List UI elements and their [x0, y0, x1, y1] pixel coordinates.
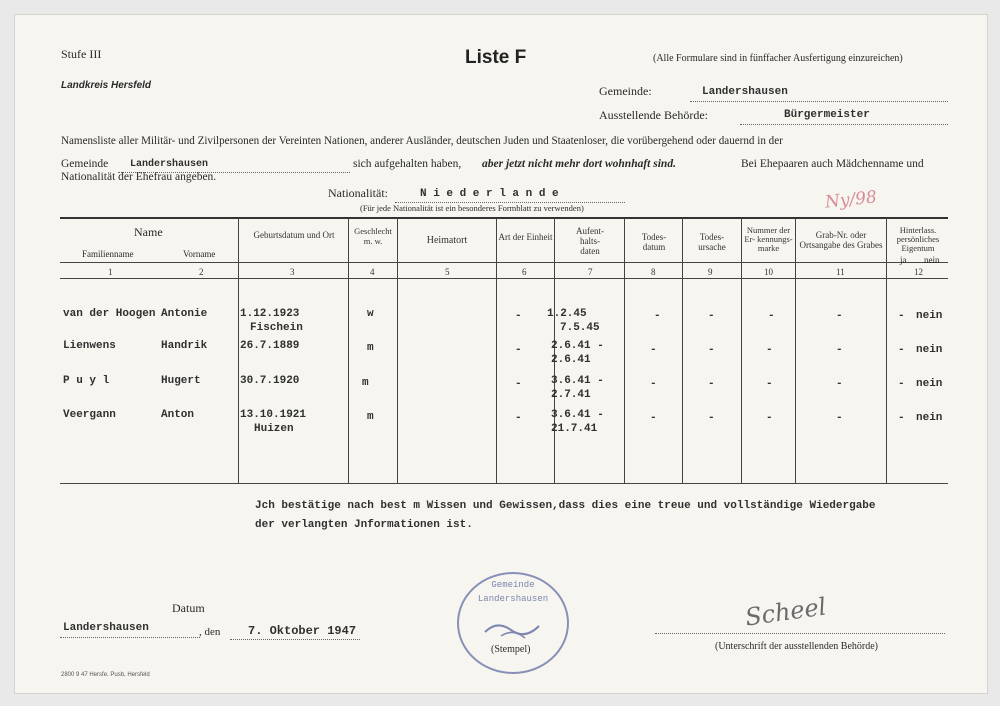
cell-familienname: van der Hoogen — [63, 308, 156, 320]
cell-geschlecht: m — [362, 377, 369, 389]
cell-nummer: - — [766, 378, 773, 390]
col-divider — [682, 218, 683, 483]
cell-geb-datum: 13.10.1921 — [240, 409, 307, 421]
col-divider — [624, 218, 625, 483]
signature-underline — [655, 633, 945, 634]
datum-value: 7. Oktober 1947 — [248, 624, 357, 638]
behoerde-label: Ausstellende Behörde: — [599, 108, 708, 122]
col-number: 7 — [588, 267, 593, 277]
cell-grab: - — [836, 344, 843, 356]
intro-gemeinde-value: Landershausen — [130, 159, 209, 170]
cell-familienname: Lienwens — [63, 340, 116, 352]
cell-nein: nein — [916, 310, 943, 322]
cell-ja: - — [898, 344, 905, 356]
intro-line-1: Namensliste aller Militär- und Zivilpersonen der Vereinten Nationen, anderer Ausländer, deutschen Juden und Staatenloser, die vorübergehend oder dauernd in der — [61, 135, 783, 147]
ort-underline — [60, 637, 200, 638]
cell-einheit: - — [515, 378, 522, 390]
col-number: 9 — [708, 267, 713, 277]
cell-geb-ort: Huizen — [254, 423, 294, 435]
cell-todesursache: - — [708, 378, 715, 390]
col-number: 4 — [370, 267, 375, 277]
header-name: Name — [134, 225, 163, 239]
printer-imprint: 2800 9 47 Hersfe. Pusb, Hersfeld — [61, 672, 150, 678]
cell-ja: - — [898, 310, 905, 322]
cell-vorname: Anton — [161, 409, 195, 421]
form-note: (Alle Formulare sind in fünffacher Ausfertigung einzureichen) — [653, 53, 903, 64]
cell-geschlecht: m — [367, 342, 374, 354]
cell-einheit: - — [515, 310, 522, 322]
col-divider — [238, 218, 239, 483]
red-annotation: Ny/98 — [824, 187, 878, 213]
cell-grab: - — [836, 310, 843, 322]
cell-aufenthalt-bis: 7.5.45 — [560, 322, 600, 334]
cell-aufenthalt-bis: 21.7.41 — [551, 423, 598, 435]
cell-nummer: - — [768, 310, 775, 322]
nationalitaet-label: Nationalität: — [328, 186, 388, 200]
col-number: 1 — [108, 267, 113, 277]
cell-aufenthalt-von: 2.6.41 - — [551, 340, 604, 352]
header-familienname: Familienname — [82, 249, 134, 259]
cell-nein: nein — [916, 344, 943, 356]
landkreis-label: Landkreis Hersfeld — [61, 80, 152, 91]
nationalitaet-value: N i e d e r l a n d e — [420, 188, 559, 200]
cell-nein: nein — [916, 378, 943, 390]
cell-grab: - — [836, 378, 843, 390]
col-number: 3 — [290, 267, 295, 277]
gemeinde-value: Landershausen — [702, 86, 788, 98]
header-heimatort: Heimatort — [426, 235, 468, 246]
col-number: 5 — [445, 267, 450, 277]
cell-einheit: - — [515, 412, 522, 424]
stamp-text-ort: Landershausen — [477, 594, 549, 604]
datum-label: Datum — [172, 601, 205, 615]
cell-aufenthalt-von: 3.6.41 - — [551, 409, 604, 421]
table-bottom-border — [60, 483, 948, 484]
cell-todesursache: - — [708, 310, 715, 322]
header-einheit: Art der Einheit — [498, 232, 553, 242]
official-stamp — [457, 572, 569, 674]
cell-nummer: - — [766, 344, 773, 356]
cell-aufenthalt-von: 3.6.41 - — [551, 375, 604, 387]
cell-einheit: - — [515, 344, 522, 356]
intro-line-3: Nationalität der Ehefrau angeben. — [61, 171, 217, 183]
col-divider — [886, 218, 887, 483]
col-number: 11 — [836, 267, 845, 277]
table-numbers-border — [60, 278, 948, 279]
col-number: 8 — [651, 267, 656, 277]
cell-todesursache: - — [708, 412, 715, 424]
cell-vorname: Antonie — [161, 308, 208, 320]
gemeinde-label: Gemeinde: — [599, 84, 652, 98]
cell-geb-datum: 26.7.1889 — [240, 340, 300, 352]
intro-line-2a: sich aufgehalten haben, — [353, 158, 462, 170]
header-hinterlass: Hinterlass. persönliches Eigentum — [896, 225, 940, 253]
intro-gemeinde-label: Gemeinde — [61, 158, 109, 170]
col-number: 10 — [764, 267, 773, 277]
cell-todesdatum: - — [650, 412, 657, 424]
stamp-text-gemeinde: Gemeinde — [491, 580, 535, 590]
cell-ja: - — [898, 378, 905, 390]
cell-vorname: Hugert — [161, 375, 201, 387]
ort-value: Landershausen — [63, 622, 149, 634]
cell-geb-ort: Fischein — [250, 322, 303, 334]
statement-line-1: Jch bestätige nach best m Wissen und Gewissen,dass dies eine treue und vollständige Wiedergabe — [255, 500, 876, 512]
cell-geschlecht: m — [367, 411, 374, 423]
col-number: 6 — [522, 267, 527, 277]
col-divider — [795, 218, 796, 483]
header-ja: ja — [900, 255, 907, 265]
col-number: 2 — [199, 267, 204, 277]
cell-aufenthalt-bis: 2.7.41 — [551, 389, 591, 401]
datum-underline — [230, 639, 360, 640]
cell-nummer: - — [766, 412, 773, 424]
col-divider — [496, 218, 497, 483]
cell-todesdatum: - — [650, 344, 657, 356]
unterschrift-label: (Unterschrift der ausstellenden Behörde) — [715, 641, 878, 652]
header-nummer: Nummer der Er- kennungs- marke — [744, 225, 793, 253]
cell-geb-datum: 1.12.1923 — [240, 308, 300, 320]
den-label: , den — [199, 626, 221, 638]
cell-todesdatum: - — [650, 378, 657, 390]
cell-ja: - — [898, 412, 905, 424]
header-vorname: Vorname — [183, 249, 216, 259]
form-title: Liste F — [465, 47, 527, 68]
cell-aufenthalt-bis: 2.6.41 — [551, 354, 591, 366]
cell-familienname: P u y l — [63, 375, 110, 387]
cell-geb-datum: 30.7.1920 — [240, 375, 300, 387]
cell-todesursache: - — [708, 344, 715, 356]
statement-line-2: der verlangten Jnformationen ist. — [255, 519, 473, 531]
nationalitaet-note: (Für jede Nationalität ist ein besonderes Formblatt zu verwenden) — [360, 203, 584, 213]
stamp-emblem-icon — [481, 614, 545, 644]
col-divider — [397, 218, 398, 483]
intro-line-2c: Bei Ehepaaren auch Mädchenname und — [741, 158, 924, 170]
stufe-label: Stufe III — [61, 47, 102, 61]
signature: Scheel — [743, 592, 828, 632]
header-todesursache: Todes- ursache — [698, 232, 726, 252]
cell-aufenthalt-von: 1.2.45 — [547, 308, 587, 320]
header-nein: nein — [924, 255, 940, 265]
header-todesdatum: Todes- datum — [641, 232, 667, 252]
cell-vorname: Handrik — [161, 340, 208, 352]
cell-grab: - — [836, 412, 843, 424]
cell-familienname: Veergann — [63, 409, 116, 421]
intro-line-2b: aber jetzt nicht mehr dort wohnhaft sind. — [482, 158, 676, 170]
table-header-border — [60, 262, 948, 263]
cell-nein: nein — [916, 412, 943, 424]
header-aufenthalt: Aufent- halts- daten — [576, 226, 604, 256]
header-geburt: Geburtsdatum und Ort — [253, 230, 335, 240]
stempel-label: (Stempel) — [491, 644, 531, 655]
col-divider — [741, 218, 742, 483]
behoerde-underline — [740, 124, 948, 125]
behoerde-value: Bürgermeister — [784, 109, 870, 121]
cell-todesdatum: - — [654, 310, 661, 322]
col-number: 12 — [914, 267, 923, 277]
header-grab: Grab-Nr. oder Ortsangabe des Grabes — [799, 230, 883, 250]
header-geschlecht: Geschlecht m. w. — [354, 226, 392, 246]
cell-geschlecht: w — [367, 308, 374, 320]
gemeinde-underline — [690, 101, 948, 102]
col-divider — [348, 218, 349, 483]
table-top-border — [60, 217, 948, 219]
